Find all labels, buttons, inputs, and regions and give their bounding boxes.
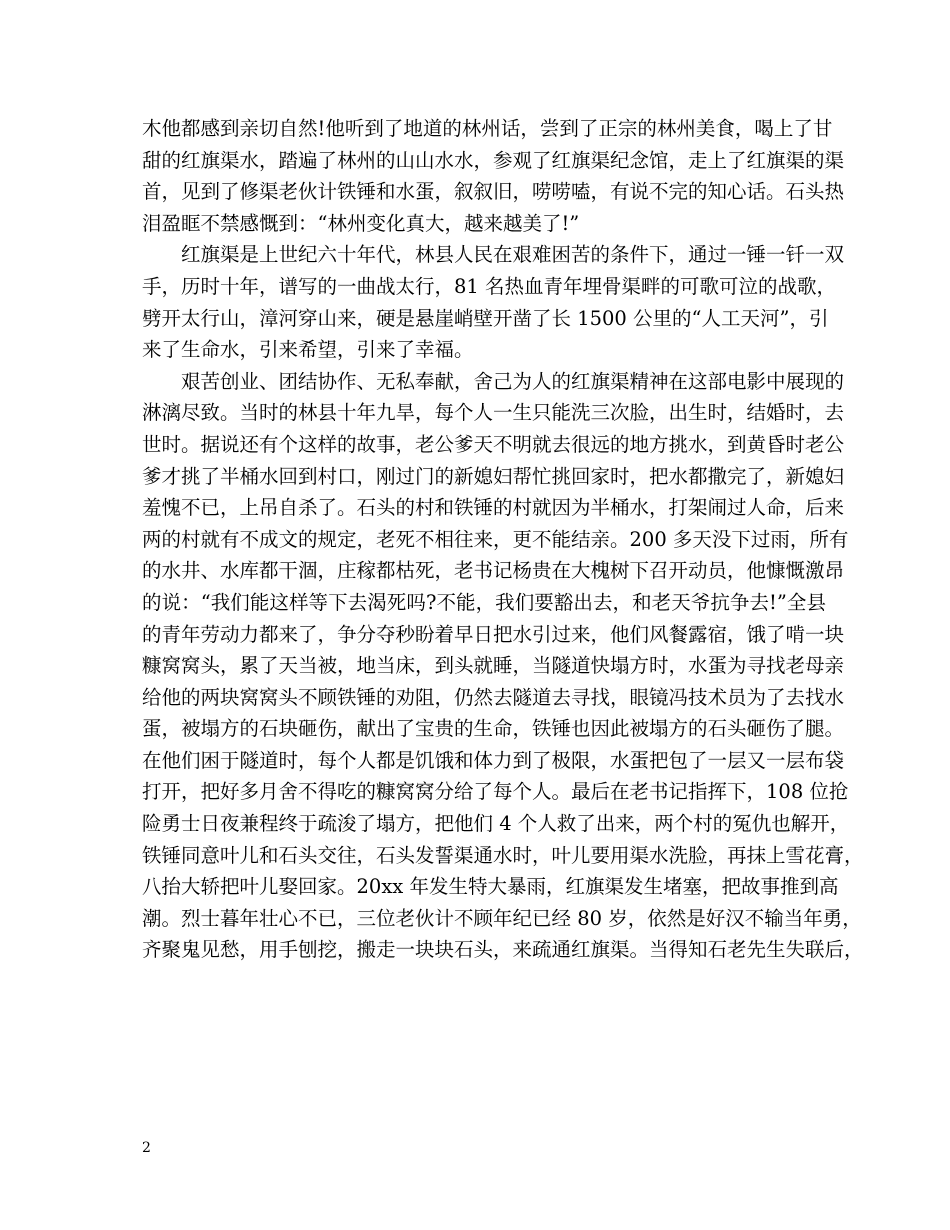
text-line: 泪盈眶不禁感慨到：“林州变化真大，越来越美了!” [142,211,580,235]
text-line: 甜的红旗渠水，踏遍了林州的山山水水，参观了红旗渠纪念馆，走上了红旗渠的渠 [142,148,845,172]
text-line: 糠窝窝头，累了天当被，地当床，到头就睡，当隧道快塌方时，水蛋为寻找老母亲 [142,654,845,678]
text-line: 爹才挑了半桶水回到村口，刚过门的新媳妇帮忙挑回家时，把水都撒完了，新媳妇 [142,464,845,488]
body-text [142,113,864,966]
text-line: 齐聚鬼见愁，用手刨挖，搬走一块块石头，来疏通红旗渠。当得知石老先生失联后， [142,938,864,962]
text-line: 木他都感到亲切自然!他听到了地道的林州话，尝到了正宗的林州美食，喝上了甘 [142,117,833,140]
text-line: 的青年劳动力都来了，争分夺秒盼着早日把水引过来，他们风餐露宿，饿了啃一块 [142,622,845,646]
text-line: 在他们困于隧道时，每个人都是饥饿和体力到了极限，水蛋把包了一层又一层布袋 [142,748,845,772]
page-number: 2 [142,1140,151,1156]
text-line: 来了生命水，引来希望，引来了幸福。 [142,338,474,362]
text-line: 红旗渠是上世纪六十年代，林县人民在艰难困苦的条件下，通过一锤一钎一双 [181,243,845,267]
text-line: 铁锤同意叶儿和石头交往，石头发誓渠通水时，叶儿要用渠水洗脸，再抹上雪花膏， [142,843,864,867]
text-line: 潮。烈士暮年壮心不已，三位老伙计不顾年纪已经 80 岁，依然是好汉不输当年勇， [142,906,862,930]
text-line: 劈开太行山，漳河穿山来，硬是悬崖峭壁开凿了长 1500 公里的“人工天河”，引 [142,306,829,330]
text-line: 首，见到了修渠老伙计铁锤和水蛋，叙叙旧，唠唠嗑，有说不完的知心话。石头热 [142,180,845,204]
text-line: 艰苦创业、团结协作、无私奉献，舍己为人的红旗渠精神在这部电影中展现的 [181,369,845,393]
text-line: 两的村就有不成文的规定，老死不相往来，更不能结亲。200 多天没下过雨，所有 [142,527,849,551]
text-line: 的说：“我们能这样等下去渴死吗?不能，我们要豁出去，和老天爷抗争去!”全县 [142,590,826,614]
text-line: 蛋，被塌方的石块砸伤，献出了宝贵的生命，铁锤也因此被塌方的石头砸伤了腿。 [142,717,845,741]
text-line: 给他的两块窝窝头不顾铁锤的劝阻，仍然去隧道去寻找，眼镜冯技术员为了去找水 [142,685,845,709]
text-line: 打开，把好多月舍不得吃的糠窝窝分给了每个人。最后在老书记指挥下，108 位抢 [142,780,849,804]
text-line: 淋漓尽致。当时的林县十年九旱，每个人一生只能洗三次脸，出生时，结婚时，去 [142,401,845,425]
text-line: 世时。据说还有个这样的故事，老公爹天不明就去很远的地方挑水，到黄昏时老公 [142,432,845,456]
text-line: 的水井、水库都干涸，庄稼都枯死，老书记杨贵在大槐树下召开动员，他慷慨激昂 [142,559,845,583]
text-line: 八抬大轿把叶儿娶回家。20xx 年发生特大暴雨，红旗渠发生堵塞，把故事推到高 [142,875,839,899]
text-line: 险勇士日夜兼程终于疏浚了塌方，把他们 4 个人救了出来，两个村的冤仇也解开， [142,812,850,836]
text-line: 手，历时十年，谱写的一曲战太行，81 名热血青年埋骨渠畔的可歌可泣的战歌， [142,274,837,298]
text-line: 羞愧不已，上吊自杀了。石头的村和铁锤的村就因为半桶水，打架闹过人命，后来 [142,496,845,520]
